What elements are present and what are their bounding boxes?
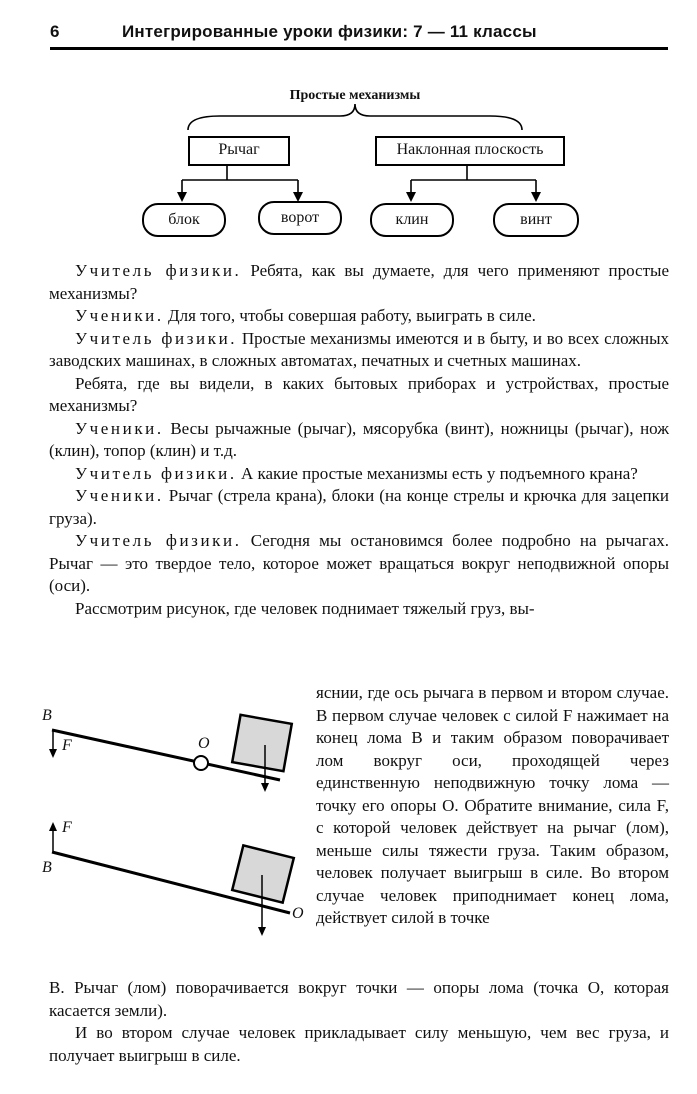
header-rule	[50, 47, 668, 50]
label-O-top: O	[198, 735, 210, 752]
paragraph-text: Рассмотрим рисунок, где человек поднимает тяжелый груз, вы-	[75, 598, 535, 618]
diagram-brace	[188, 104, 522, 130]
node-pulley: блок	[142, 203, 226, 237]
paragraph	[49, 463, 669, 486]
load-box-bottom	[232, 845, 294, 902]
page-header	[50, 16, 668, 48]
dialogue-text	[49, 260, 669, 620]
label-B-bottom: B	[42, 859, 52, 876]
paragraph-text: Сегодня мы остановимся более подробно на рычагах. Рычаг — это твердое тело, которое может вращаться вокруг неподвижной опоры (оси).	[49, 531, 669, 595]
paragraph-text: Ребята, где вы видели, в каких бытовых приборах и устройствах, простые механизмы?	[49, 373, 669, 415]
lever-figure	[40, 705, 310, 945]
paragraph-text: Весы рычажные (рычаг), мясорубка (винт), ножницы (рычаг), нож (клин), топор (клин) и т.д.	[49, 418, 669, 460]
paragraph-text: Простые механизмы имеются и в быту, и во всех сложных заводских машинах, в сложных автоматах, печатных и счетных машинах.	[49, 328, 669, 370]
continuation-text	[49, 977, 669, 1067]
speaker-label: Учитель физики.	[75, 261, 242, 280]
paragraph	[49, 418, 669, 463]
speaker-label: Учитель физики.	[75, 463, 237, 483]
diagram-title: Простые механизмы	[289, 88, 421, 103]
fulcrum-circle	[194, 756, 208, 770]
running-title: Интегрированные уроки физики: 7 — 11 классы	[122, 22, 537, 41]
node-winch: ворот	[258, 201, 342, 235]
paragraph	[49, 373, 669, 418]
label-B-top: B	[42, 707, 52, 724]
figure-wrap-text	[316, 682, 669, 930]
paragraph	[49, 260, 669, 305]
paragraph-text: Для того, чтобы совершая работу, выиграть в силе.	[163, 306, 536, 325]
speaker-label: Учитель физики.	[75, 531, 242, 550]
paragraph-text: А какие простые механизмы есть у подъемного крана?	[236, 463, 638, 483]
simple-mechanisms-diagram	[130, 80, 580, 250]
speaker-label: Ученики.	[75, 418, 164, 438]
paragraph: B. Рычаг (лом) поворачивается вокруг точки — опоры лома (точка O, которая касается земли).	[49, 978, 669, 1020]
speaker-label: Ученики.	[75, 306, 164, 325]
page-number: 6	[50, 22, 60, 41]
speaker-label: Ученики.	[75, 486, 164, 505]
speaker-label: Учитель физики.	[75, 328, 238, 348]
lever-illustration	[40, 705, 310, 945]
paragraph-text: Ребята, как вы думаете, для чего применяют простые механизмы?	[49, 261, 669, 303]
wrap-paragraph: яснии, где ось рычага в первом и втором случае. В первом случае человек с силой F нажимает на конец лома B и таким образом поворачивает лом вокруг оси, проходящей через единственную неподвижную точку лома — точку его опоры O. Обратите внимание, сила F, с которой человек действует на рычаг (лом), меньше силы тяжести груза. Таким образом, человек получает выигрыш в силе. Во втором случае человек приподнимает конец лома, действует силой в точке	[316, 683, 669, 927]
paragraph	[49, 598, 669, 621]
label-F-top: F	[62, 737, 72, 754]
label-F-bottom: F	[62, 819, 72, 836]
node-lever: Рычаг	[188, 136, 290, 166]
paragraph	[49, 530, 669, 598]
paragraph	[49, 328, 669, 373]
label-O-bottom: O	[292, 905, 304, 922]
paragraph	[49, 305, 669, 328]
load-box-top	[232, 715, 292, 771]
paragraph	[49, 485, 669, 530]
node-wedge: клин	[370, 203, 454, 237]
paragraph: И во втором случае человек прикладывает силу меньшую, чем вес груза, и получает выигрыш в силе.	[49, 1023, 669, 1065]
node-screw: винт	[493, 203, 579, 237]
paragraph-text: Рычаг (стрела крана), блоки (на конце стрелы и крючка для зацепки груза).	[49, 486, 669, 528]
node-inclined-plane: Наклонная плоскость	[375, 136, 565, 166]
